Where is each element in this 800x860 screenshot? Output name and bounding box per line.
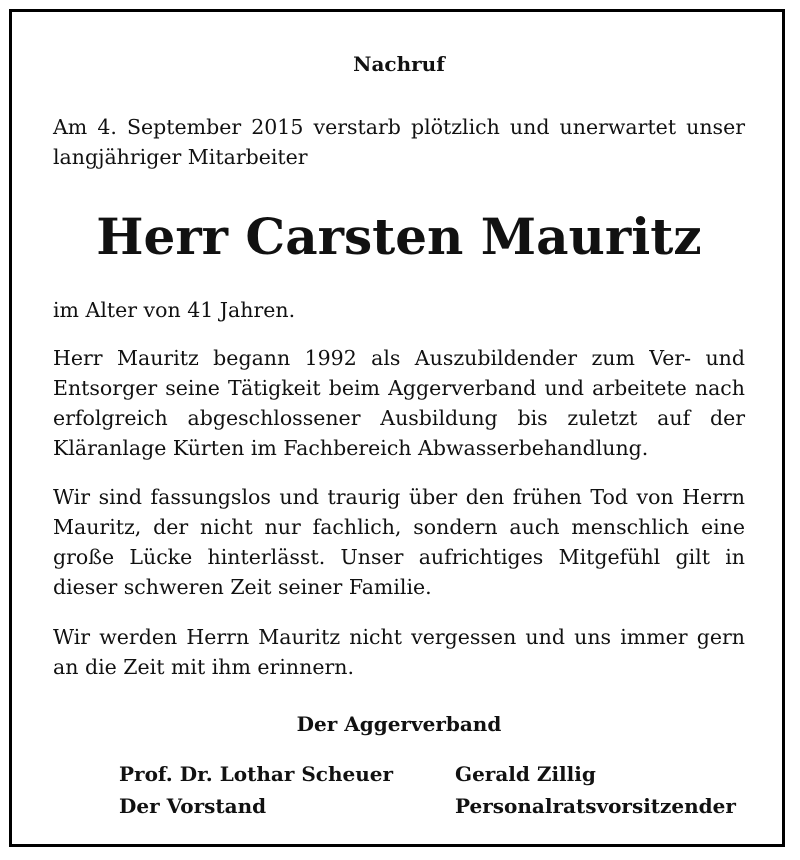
condolence-paragraph: Wir sind fassungslos und traurig über den frühen Tod von Herrn Mauritz, der nicht nur fachlich, sondern auch menschlich eine große Lücke hinterlässt. Unser aufrichtiges Mitgefühl gilt in dieser schweren Zeit seiner Familie. [53,485,745,599]
signatory-role: Der Vorstand [119,794,267,818]
age-text: im Alter von 41 Jahren. [53,298,296,322]
signatory-role: Personalratsvorsitzender [455,794,736,818]
obituary-frame [9,9,785,847]
organization-name: Der Aggerverband [296,712,502,736]
signatory-name: Gerald Zillig [455,762,596,786]
remembrance-paragraph: Wir werden Herrn Mauritz nicht vergessen und uns immer gern an die Zeit mit ihm erinnern. [53,625,745,679]
intro-text: Am 4. September 2015 verstarb plötzlich und unerwartet unser langjähriger Mitarbeiter [53,115,745,169]
obituary-heading: Nachruf [353,52,445,76]
career-paragraph: Herr Mauritz begann 1992 als Auszubildender zum Ver- und Entsorger seine Tätigkeit beim Aggerverband und arbeitete nach erfolgreich abgeschlossener Ausbildung bis zuletzt auf der Kläranlage Kürten im Fachbereich Abwasserbehandlung. [53,346,745,460]
signatory-2 [455,758,736,822]
deceased-name: Herr Carsten Mauritz [96,207,702,266]
signatory-name: Prof. Dr. Lothar Scheuer [119,762,394,786]
signatory-1 [119,758,393,822]
